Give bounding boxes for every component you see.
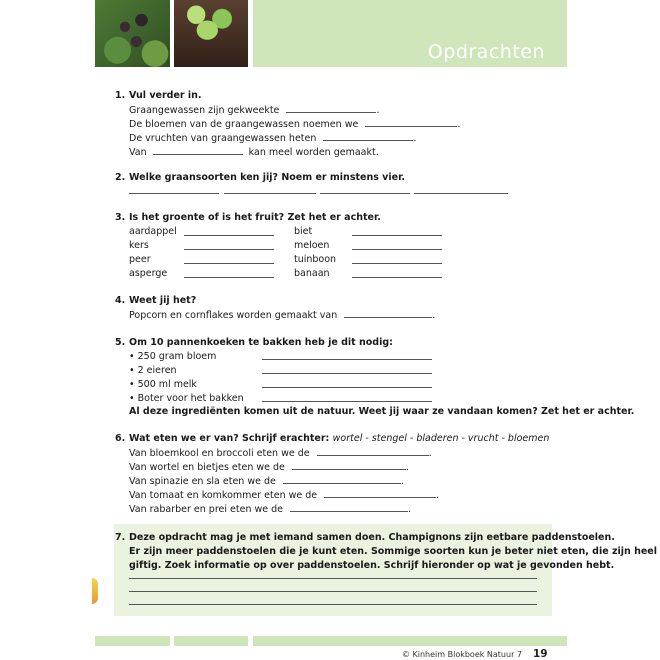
answer-blank[interactable] — [323, 131, 413, 141]
answer-blank[interactable] — [262, 401, 432, 402]
question-instruction: Al deze ingrediënten komen uit de natuur. Weet jij waar ze vandaan komen? Zet het er achter. — [129, 406, 635, 417]
answer-blank[interactable] — [283, 474, 401, 484]
list-item: meloen — [294, 240, 330, 251]
question-title: Is het groente of is het fruit? Zet het er achter. — [129, 212, 381, 223]
question-text-line: giftig. Zoek informatie op over paddenstoelen. Schrijf hieronder op wat je gevonden hebt. — [129, 560, 615, 571]
answer-line: Graangewassen zijn gekweekte . — [129, 105, 380, 116]
answer-line: Van bloemkool en broccoli eten we de . — [129, 448, 432, 459]
question-number: 5. — [115, 337, 126, 348]
list-item: kers — [129, 240, 149, 251]
answer-blank[interactable] — [129, 578, 537, 579]
answer-blank[interactable] — [184, 235, 274, 236]
answer-blank[interactable] — [153, 145, 243, 155]
question-text-line: Deze opdracht mag je met iemand samen doen. Champignons zijn eetbare paddenstoelen. — [129, 532, 615, 543]
answer-blank[interactable] — [224, 193, 316, 194]
answer-blank[interactable] — [286, 103, 376, 113]
answer-blank[interactable] — [129, 604, 537, 605]
question-title: Vul verder in. — [129, 90, 202, 101]
answer-blank[interactable] — [129, 193, 219, 194]
answer-blank[interactable] — [344, 308, 432, 318]
list-item: • 250 gram bloem — [129, 351, 217, 362]
page-title: Opdrachten — [427, 41, 545, 63]
blackberries-photo — [95, 0, 170, 67]
question-title: Weet jij het? — [129, 295, 197, 306]
answer-blank[interactable] — [324, 488, 436, 498]
list-item: peer — [129, 254, 151, 265]
question-number: 3. — [115, 212, 126, 223]
answer-blank[interactable] — [352, 249, 442, 250]
answer-blank[interactable] — [352, 277, 442, 278]
list-item: biet — [294, 226, 313, 237]
answer-blank[interactable] — [317, 446, 429, 456]
question-title: Om 10 pannenkoeken te bakken heb je dit nodig: — [129, 337, 393, 348]
answer-blank[interactable] — [352, 235, 442, 236]
answer-blank[interactable] — [262, 359, 432, 360]
footer-band — [95, 636, 170, 646]
answer-blank[interactable] — [129, 591, 537, 592]
question-number: 6. — [115, 433, 126, 444]
answer-blank[interactable] — [320, 193, 410, 194]
question-number: 2. — [115, 172, 126, 183]
answer-line: Van wortel en bietjes eten we de . — [129, 462, 409, 473]
answer-line: Van kan meel worden gemaakt. — [129, 147, 379, 158]
answer-line: De bloemen van de graangewassen noemen we . — [129, 119, 461, 130]
answer-blank[interactable] — [262, 373, 432, 374]
answer-line: De vruchten van graangewassen heten . — [129, 133, 417, 144]
question-text-line: Er zijn meer paddenstoelen die je kunt eten. Sommige soorten kun je beter niet eten, die zijn heel — [129, 546, 657, 557]
answer-line: Popcorn en cornflakes worden gemaakt van . — [129, 310, 436, 321]
answer-blank[interactable] — [262, 387, 432, 388]
header-band — [253, 0, 567, 67]
footer-copyright: © Kinheim Blokboek Natuur 7 — [401, 650, 522, 659]
page-edge-decoration — [92, 578, 98, 604]
answer-blank[interactable] — [290, 502, 408, 512]
question-title: Wat eten we er van? Schrijf erachter: wortel - stengel - bladeren - vrucht - bloemen — [129, 433, 550, 444]
list-item: aardappel — [129, 226, 177, 237]
answer-line: Van tomaat en komkommer eten we de . — [129, 490, 440, 501]
footer-band — [253, 636, 567, 646]
answer-blank[interactable] — [184, 277, 274, 278]
answer-line: Van rabarber en prei eten we de . — [129, 504, 412, 515]
question-number: 7. — [115, 532, 126, 543]
answer-blank[interactable] — [365, 117, 457, 127]
plant-seedling-photo — [174, 0, 248, 67]
list-item: banaan — [294, 268, 330, 279]
answer-line: Van spinazie en sla eten we de . — [129, 476, 404, 487]
answer-options: wortel - stengel - bladeren - vrucht - bloemen — [332, 433, 550, 444]
answer-blank[interactable] — [352, 263, 442, 264]
answer-blank[interactable] — [184, 249, 274, 250]
list-item: • 500 ml melk — [129, 379, 197, 390]
list-item: tuinboon — [294, 254, 337, 265]
page-number: 19 — [533, 648, 548, 660]
footer-band — [174, 636, 248, 646]
list-item: asperge — [129, 268, 168, 279]
answer-blank[interactable] — [184, 263, 274, 264]
list-item: • 2 eieren — [129, 365, 177, 376]
answer-blank[interactable] — [292, 460, 406, 470]
question-title: Welke graansoorten ken jij? Noem er minstens vier. — [129, 172, 406, 183]
question-number: 1. — [115, 90, 126, 101]
answer-blank[interactable] — [414, 193, 508, 194]
question-number: 4. — [115, 295, 126, 306]
list-item: • Boter voor het bakken — [129, 393, 244, 404]
